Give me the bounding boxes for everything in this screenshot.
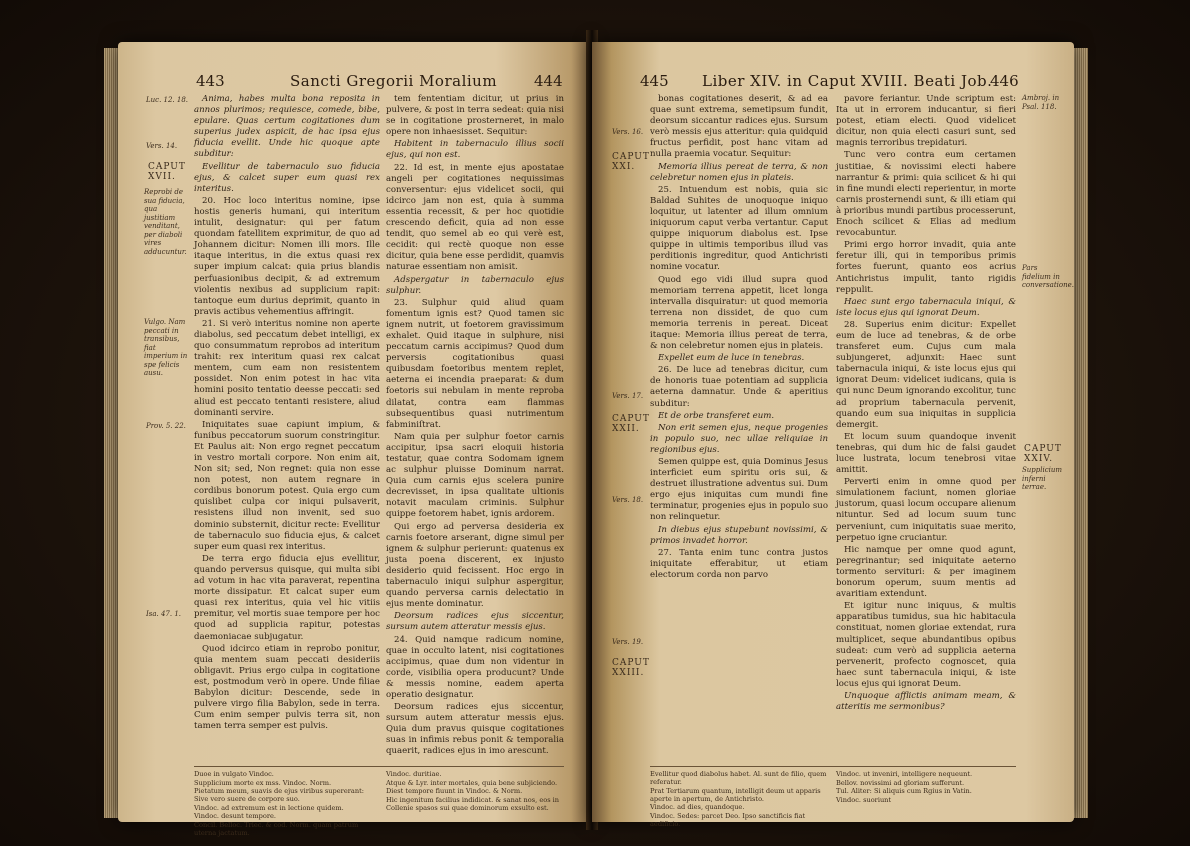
right-page-number: 446	[990, 72, 1019, 90]
margin-ref: Luc. 12. 18.	[146, 96, 189, 104]
paragraph: 28. Superius enim dicitur: Expellet eum de luce ad tenebras, & de orbe transferet eum. Cujus cum mala subjungeret, adjunxit: Haec sunt tabernacula iniqui, & iste locus ejus qui ignorat Deum: videlicet iudicans, quia is qui nunc Deum ignorando excolitur, tunc ad proprium tabernacula pervenit, quando eum sua iniquitas in supplicia demergit.	[836, 319, 1016, 430]
chapter-heading: CAPUT XXIV.	[1024, 444, 1062, 464]
paragraph: Anima, habes multa bona reposita in annos plurimos; requiesce, comede, bibe, epulare. Quas certum cogitationes dum superius judex aspicit, de hac ipsa ejus fiducia evellit. Unde hic quoque apte subditur:	[194, 94, 380, 160]
scripture-quote: Haec sunt ergo tabernacula iniqui, & iste locus ejus qui ignorat Deum.	[836, 296, 1016, 318]
footnotes	[194, 770, 376, 837]
right-running-head: Liber XIV. in Caput XVIII. Beati Job.	[702, 72, 993, 90]
footnotes	[650, 770, 828, 828]
margin-ref: Vers. 17.	[612, 392, 644, 400]
right-page-edges	[1072, 48, 1088, 818]
footnote: Vindoc. suoriunt	[836, 795, 892, 804]
paragraph: Semen quippe est, quia Dominus Jesus interficiet eum spiritu oris sui, & destruet illustratione adventus sui. Dum ergo ejus iniquitas cum mundi fine terminatur, progenies ejus in populo suo non relinquetur.	[650, 457, 828, 523]
scripture-quote: Evellitur de tabernaculo suo fiducia ejus, & calcet super eum quasi rex interitus.	[194, 161, 380, 194]
footnote: Prat Tertiarum quantum, intelligit deum ut apparis aperte in apertum, de Antichristo.	[650, 786, 821, 803]
margin-ref: Prov. 5. 22.	[146, 422, 186, 430]
scripture-quote: Et de orbe transferet eum.	[658, 410, 775, 421]
footnote: Vindoc. ad dies, quandoque.	[650, 803, 745, 811]
footnote: Supplicium morte ex mss. Vindoc. Norm.	[194, 778, 332, 787]
paragraph: Tunc vero contra eum certamen justitiae, & novissimi electi habere narrantur & primi: quia scilicet & hi qui in fine mundi electi reperientur, in morte carnis prosternendi sunt, & illi etiam qui à prioribus mundi partibus processerunt, Enoch scilicet & Elias ad medium revocabuntur.	[836, 150, 1016, 239]
text-column	[836, 94, 1016, 762]
footnote: Diest tempore fiuunt in Vindoc. & Norm.	[386, 787, 523, 795]
footnote: Concil. Belloc. Triec. & cod. Norm. quam patrum uterna jactatum.	[194, 820, 359, 837]
scripture-quote: Deorsum radices ejus siccentur, sursum autem atteratur messis ejus.	[386, 611, 564, 633]
margin-ref: Vers. 14.	[146, 142, 178, 150]
paragraph: Deorsum radices ejus siccentur, sursum autem atteratur messis ejus. Quia dum pravus quisque cogitationes suas in infimis rebus ponit & temporalia quaerit, radices ejus in imo arescunt.	[386, 702, 564, 757]
scripture-quote: Unquoque afflictis animam meam, & atteritis me sermonibus?	[836, 690, 1016, 713]
scripture-quote: Non erit semen ejus, neque progenies in populo suo, nec ullae reliquiae in regionibus ejus.	[650, 422, 828, 455]
paragraph: Qui ergo ad perversa desideria ex carnis foetore arserant, digne simul per ignem & sulphur perierunt: quatenus ex justa poena discerent, ex injusto desiderio quid fecissent. Hoc ergo in tabernaculo iniqui sulphur aspergitur, quando perversa carnis delectatio in ejus mente dominatur.	[386, 521, 564, 610]
paragraph: pavore feriantur. Unde scriptum est: Ita ut in errorem inducantur, si fieri potest, etiam electi. Quod videlicet dicitur, non quia electi casuri sunt, sed magnis terroribus trepidaturi.	[836, 94, 1016, 149]
margin-ref: Isa. 47. 1.	[146, 610, 182, 618]
paragraph: Quod idcirco etiam in reprobo ponitur, quia mentem suam peccati desideriis obligavit. Prius ergo culpa in cogitatione est, postmodum verò in opere. Unde filiae Babylon dicitur: Descende, sede in pulvere virgo filia Babylon, sede in terra. Cum enim semper pulvis terra sit, non tamen terra semper est pulvis.	[194, 643, 380, 732]
footnotes	[836, 770, 1016, 818]
paragraph: Et igitur nunc iniquus, & multis apparatibus tumidus, sua hic habitacula constituat, nomen gloriae extendat, rura multiplicet, seque abundantibus opibus sudeat: cum verò ad supplicia aeterna pervenerit, profecto cognoscet, quia haec sunt tabernacula iniqui, & iste locus ejus qui ignorat Deum.	[836, 601, 1016, 689]
footnote: Vindoc. Sedes: parcet Deo. Ipso sanctificis fiat aedificio.	[650, 811, 806, 828]
margin-ref: Vers. 19.	[612, 638, 644, 646]
margin-note: Ambroj. in Psal. 118.	[1022, 94, 1060, 111]
chapter-summary: Vulgo. Nam peccati in transibus, fiat imperium in spe felicis ausu.	[144, 318, 188, 377]
footnote-rule	[194, 766, 564, 767]
margin-note: Supplicium inferni terrae.	[1022, 466, 1063, 491]
footnote: Vindoc. desunt tempore.	[194, 812, 276, 820]
scripture-quote: Habitent in tabernaculo illius socii ejus, qui non est.	[386, 139, 564, 161]
chapter-heading: CAPUT XXIII.	[612, 658, 650, 678]
paragraph: Et locum suum quandoque invenit tenebras, qui dum hic de falsi gaudet luce lustrata, locum tenebrosi vitae amittit.	[836, 431, 1016, 476]
paragraph: bonas cogitationes deserit, & ad ea quae sunt extrema, semetipsum fundit, deorsum siccantur radices ejus. Sursum verò messis ejus atteritur: quia quidquid fructus perfidit, post hanc vitam ad nulla praemia vocatur. Sequitur:	[650, 94, 828, 160]
chapter-heading: CAPUT XXI.	[612, 152, 650, 172]
margin-ref: Vers. 18.	[612, 496, 644, 504]
paragraph: 24. Quid namque radicum nomine, quae in occulto latent, nisi cogitationes accipimus, quae dum non videntur in corde, visibilia opera producunt? Unde & messis nomine, eadem aperta operatio designatur.	[386, 634, 564, 700]
footnote: Vindoc. ut inveniri, intelligere nequeunt.	[836, 770, 973, 778]
scripture-quote: Memoria illius pereat de terra, & non celebretur nomen ejus in plateis.	[650, 161, 828, 183]
paragraph: 21. Si verò interitus nomine non aperte diabolus, sed peccatum debet intelligi, ex quo consummatum reprobos ad interitum trahit: rex interitum quasi rex calcat mentem, cum eam non resistentem possidet. Non enim potest in hac vita homini posito tentatio deesse peccati: sed aliud est peccato tentanti resistere, aliud dominanti servire.	[194, 318, 380, 418]
paragraph: 23. Sulphur quid aliud quam fomentum ignis est? Quod tamen sic ignem nutrit, ut foetorem gravissimum exhalet. Quid itaque in sulphure, nisi peccatum carnis accipimus? Quod dum perversis cogitationibus quasi quibusdam foetoribus mentem replet, aeterna ei incendia praeparat: & dum foetoris sui nebulam in mente reproba dilatat, contra eam flammas subsequentibus quasi nutrimentum fabminiſtrat.	[386, 297, 564, 430]
scripture-quote: Expellet eum de luce in tenebras.	[658, 353, 805, 364]
footnote-rule	[650, 766, 1016, 767]
paragraph: Primi ergo horror invadit, quia ante feretur illi, qui in temporibus primis fortes fuerunt, quanto eos acrius Antichristus impulit, tanto rigidis reppulit.	[836, 240, 1016, 295]
right-page	[592, 42, 1074, 828]
footnote: Evellitur quod diabolus habet. Al. sunt de filio, quem referatur.	[650, 770, 827, 786]
text-column	[650, 94, 828, 762]
paragraph: 26. De luce ad tenebras dicitur, cum de honoris tuae potentiam ad supplicia aeterna damnatur. Unde & aperitius subditur:	[650, 365, 828, 409]
footnote: Tul. Aliter: Si aliquis cum Rgius in Vatin.	[836, 787, 972, 795]
footnotes	[386, 770, 564, 818]
paragraph: Iniquitates suae capiunt impium, & funibus peccatorum suorum constringitur. Et Paulus ait: Non ergo regnet peccatum in vestro mortali corpore. Non enim ait, Non sit; sed, Non regnet: quia non esse non potest, non autem regnare in cordibus bonorum potest. Quia ergo cum quislibet culpa cor iniqui pulsaverit, resistens illud non invenit, sed suo dominio substernit, dicitur recte: Evellitur de tabernaculo suo fiducia ejus, & calcet super eum quasi rex interitus.	[194, 419, 380, 552]
paragraph: Hic namque per omne quod agunt, peregrinantur; sed iniquitate aeterno tormento servituri: & per imaginem bonorum operum, suum mentis ad avaritiam extendunt.	[836, 544, 1016, 600]
text-column	[194, 94, 380, 762]
footnote: Hic ingenitum facilius indidicat. & sanat nos, eos in Collenie spasos sui quae dominorum exsulto est.	[386, 795, 560, 812]
paragraph: Quod ego vidi illud supra quod memoriam terrena appetit, licet longa intervalla disquiratur: ut quod memoria terrena non dissidet, de quo cum memoria terrenis in pereat. Diceat itaque: Memoria illius pereat de terra, & non celebretur nomen ejus in plateis.	[650, 274, 828, 352]
footnote: Duoe in vulgato Vindoc.	[194, 770, 274, 778]
footnote: Atque & Lyr. inter mortales, quia bene subjiciendo.	[386, 778, 558, 787]
margin-ref: Vers. 16.	[612, 128, 644, 136]
scripture-quote: In diebus ejus stupebunt novissimi, & primos invadet horror.	[650, 524, 828, 546]
text-column	[386, 94, 564, 762]
paragraph: Perverti enim in omne quod per simulationem faciunt, nomen gloriae justorum, quasi locum occupare alienum nituntur. Sed ad locum suum tunc perveniunt, cum iniquitatis suae merito, perpetuo igne cruciantur.	[836, 477, 1016, 543]
paragraph: Nam quia per sulphur foetor carnis accipitur, ipsa sacri eloquii historia testatur, quae contra Sodomam ignem ac sulphur pluisse Dominum narrat. Quia cum carnis ejus scelera punire decrevisset, in ipsa qualitate ultionis notavit maculam criminis. Sulphur quippe foetorem habet, ignis ardorem.	[386, 431, 564, 520]
right-page-number-left: 445	[640, 72, 669, 90]
footnote: Vindoc. ad extremum est in lectione quidem.	[194, 803, 344, 812]
paragraph: 20. Hoc loco interitus nomine, ipse hostis generis humani, qui interitum intulit, designatur: qui per fatum quondam fatellitem exprimitur, de quo ad Johannem dicitur: Nomen illi mors. Ille itaque interitus, in die extus quasi rex super impium calcat: quia prius blandis perfuasionibus decipit, & ad extremum violentis nexibus ad supplicium rapit: tantoque eum durius deprimit, quanto in pravis actibus vehementius affringit.	[194, 195, 380, 317]
left-running-head: Sancti Gregorii Moralium	[290, 72, 498, 90]
chapter-summary: Reprobi de sua fiducia, qua justitiam venditant, per diaboli vires adducuntur.	[144, 188, 187, 256]
paragraph: 25. Intuendum est nobis, quia sic Baldad Suhites de unoquoque iniquo loquitur, ut latenter ad illum omnium iniquorum caput verba vertantur. Caput quippe iniquorum diabolus est. Ipse quippe in ultimis temporibus illud vas perditionis ingreditur, quod Antichristi nomine vocatur.	[650, 184, 828, 273]
paragraph: 22. Id est, in mente ejus apostatae angeli per cogitationes nequissimas conversentur: ejus videlicet socii, qui idcirco jam non est, quia à summa essentia recessit, & per hoc quotidie crescendo deficit, quia ad non esse tendit, quo semel ab eo qui verè est, cecidit: qui rectè quoque non esse dicitur, quia bene esse perdidit, quamvis naturae essentiam non amisit.	[386, 162, 564, 273]
paragraph: 27. Tanta enim tunc contra justos iniquitate efferabitur, ut etiam electorum corda non parvo	[650, 547, 828, 580]
left-page	[118, 42, 590, 837]
paragraph: De terra ergo fiducia ejus evellitur, quando perversus quisque, qui multa sibi ad votum in hac vita paraverat, repentina morte dissipatur. Et calcat super eum quasi rex interitus, quia vel hic vitiis premitur, vel mortis suae tempore per hoc quod ad supplicia rapitur, potestas daemoniacae subjugatur.	[194, 553, 380, 642]
footnote: Vindoc. duritiae.	[386, 770, 442, 778]
margin-note: Pars fidelium in conversatione.	[1022, 264, 1074, 289]
footnote: Bellov. novissimi ad gloriam sufferunt.	[836, 778, 965, 787]
left-page-number: 443	[196, 72, 225, 90]
scripture-quote: Adspergatur in tabernaculo ejus sulphur.	[386, 274, 564, 296]
chapter-heading: CAPUT XXII.	[612, 414, 650, 434]
footnote: Pietatum meum, suavis de ejus viribus supererant: Sive vero suere de corpore suo.	[194, 787, 364, 803]
paragraph: tem fententiam dicitur, ut prius in pulvere, & post in terra sedeat: quia nisi se in cogitatione prosterneret, in malo opere non inhaesisset. Sequitur:	[386, 94, 564, 138]
chapter-heading: CAPUT XVII.	[148, 162, 186, 182]
left-page-number-right: 444	[534, 72, 563, 90]
